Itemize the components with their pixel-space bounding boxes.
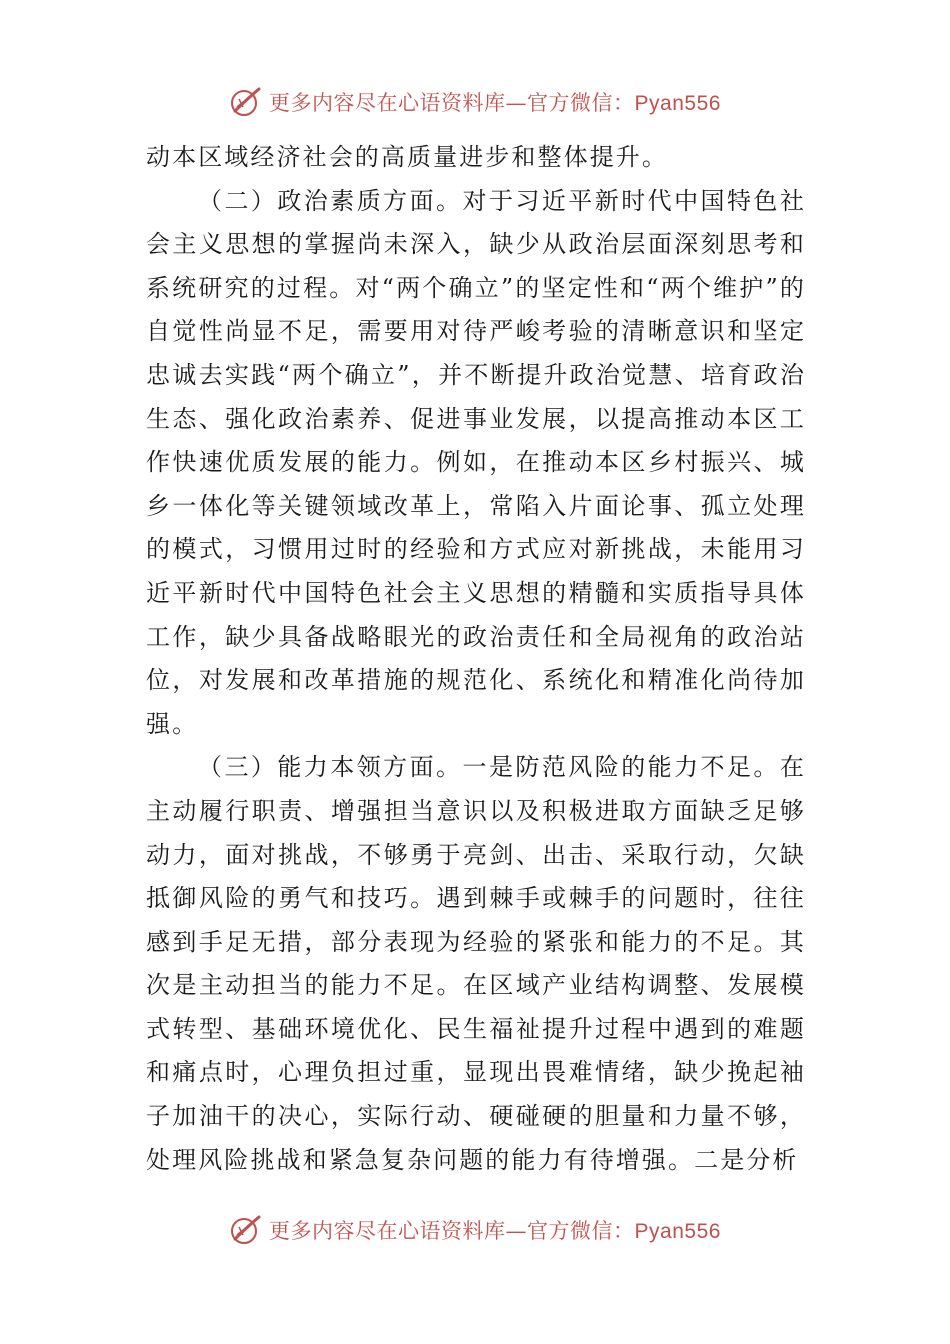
header-banner (0, 82, 950, 122)
banner-wechat-id: Pyan556 (634, 92, 721, 115)
banner-prefix: 更多内容尽在心语资料库 (269, 91, 506, 115)
pen-logo-icon (229, 1213, 263, 1247)
banner-content (229, 85, 721, 119)
banner-dash: — (505, 91, 528, 115)
banner-content (229, 1213, 721, 1247)
paragraph-political-quality: （二）政治素质方面。对于习近平新时代中国特色社会主义思想的掌握尚未深入，缺少从政治层面深刻思考和系统研究的过程。对“两个确立”的坚定性和“两个维护”的自觉性尚显不足，需要用对待严峻考验的清晰意识和坚定忠诚去实践“两个确立”，并不断提升政治觉慧、培育政治生态、强化政治素养、促进事业发展，以提高推动本区工作快速优质发展的能力。例如，在推动本区乡村振兴、城乡一体化等关键领域改革上，常陷入片面论事、孤立处理的模式，习惯用过时的经验和方式应对新挑战，未能用习近平新时代中国特色社会主义思想的精髓和实质指导具体工作，缺少具备战略眼光的政治责任和全局视角的政治站位，对发展和改革措施的规范化、系统化和精准化尚待加强。 (146, 186, 806, 738)
footer-banner (0, 1210, 950, 1250)
paragraph-ability: （三）能力本领方面。一是防范风险的能力不足。在主动履行职责、增强担当意识以及积极进取方面缺乏足够动力，面对挑战，不够勇于亮剑、出击、采取行动，欠缺抵御风险的勇气和技巧。遇到棘手或棘手的问题时，往往感到手足无措，部分表现为经验的紧张和能力的不足。其次是主动担当的能力不足。在区域产业结构调整、发展模式转型、基础环境优化、民生福祉提升过程中遇到的难题和痛点时，心理负担过重，显现出畏难情绪，缺少挽起袖子加油干的决心，实际行动、硬碰硬的胆量和力量不够，处理风险挑战和紧急复杂问题的能力有待增强。二是分析 (146, 753, 806, 1174)
document-body (146, 136, 806, 1182)
banner-label: 官方微信： (527, 1219, 635, 1243)
banner-text (269, 87, 721, 117)
banner-text (269, 1215, 721, 1245)
banner-wechat-id: Pyan556 (634, 1220, 721, 1243)
pen-logo-icon (229, 85, 263, 119)
paragraph-continuation: 动本区域经济社会的高质量进步和整体提升。 (146, 143, 668, 171)
banner-dash: — (505, 1219, 528, 1243)
banner-label: 官方微信： (527, 91, 635, 115)
banner-prefix: 更多内容尽在心语资料库 (269, 1219, 506, 1243)
